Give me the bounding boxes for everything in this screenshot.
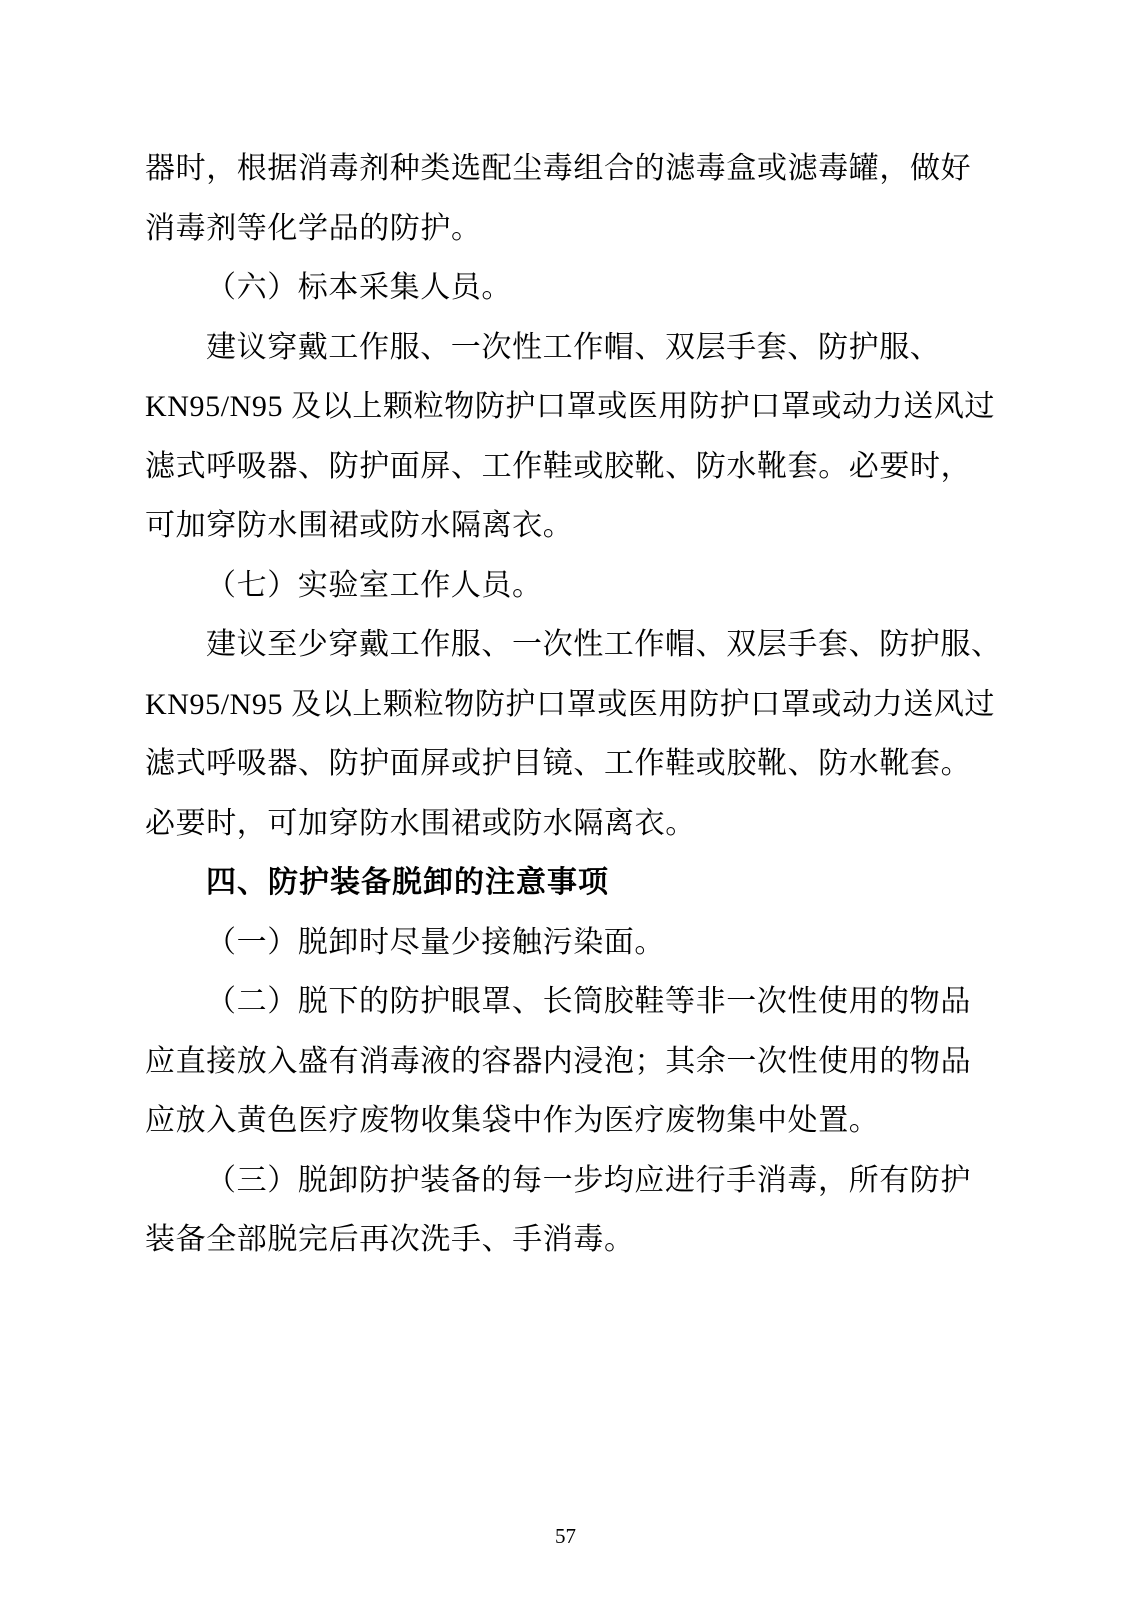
doc-line: （三）脱卸防护装备的每一步均应进行手消毒，所有防护	[206, 1163, 971, 1197]
document-body	[145, 139, 1015, 1270]
doc-line: 建议穿戴工作服、一次性工作帽、双层手套、防护服、	[206, 330, 941, 364]
doc-line: KN95/N95 及以上颗粒物防护口罩或医用防护口罩或动力送风过	[145, 687, 996, 721]
doc-line: 应放入黄色医疗废物收集袋中作为医疗废物集中处置。	[145, 1104, 880, 1137]
doc-line: 建议至少穿戴工作服、一次性工作帽、双层手套、防护服、	[206, 628, 1002, 661]
doc-line: 器时，根据消毒剂种类选配尘毒组合的滤毒盒或滤毒罐，做好	[145, 152, 972, 185]
doc-line: 滤式呼吸器、防护面屏或护目镜、工作鞋或胶靴、防水靴套。	[145, 747, 972, 780]
doc-line: 可加穿防水围裙或防水隔离衣。	[145, 509, 574, 542]
doc-line: 应直接放入盛有消毒液的容器内浸泡；其余一次性使用的物品	[145, 1044, 972, 1078]
doc-line: KN95/N95 及以上颗粒物防护口罩或医用防护口罩或动力送风过	[145, 390, 996, 423]
doc-line: （六）标本采集人员。	[206, 271, 512, 304]
doc-line: 滤式呼吸器、防护面屏、工作鞋或胶靴、防水靴套。必要时，	[145, 449, 972, 483]
doc-line: 必要时，可加穿防水围裙或防水隔离衣。	[145, 806, 696, 840]
doc-line: （二）脱下的防护眼罩、长筒胶鞋等非一次性使用的物品	[206, 985, 971, 1018]
doc-line: （七）实验室工作人员。	[206, 568, 543, 602]
section-heading: 四、防护装备脱卸的注意事项	[206, 866, 609, 899]
doc-line: 消毒剂等化学品的防护。	[145, 211, 482, 245]
doc-line: 装备全部脱完后再次洗手、手消毒。	[145, 1223, 635, 1256]
doc-line: （一）脱卸时尽量少接触污染面。	[206, 925, 665, 959]
page-number: 57	[555, 1524, 576, 1548]
